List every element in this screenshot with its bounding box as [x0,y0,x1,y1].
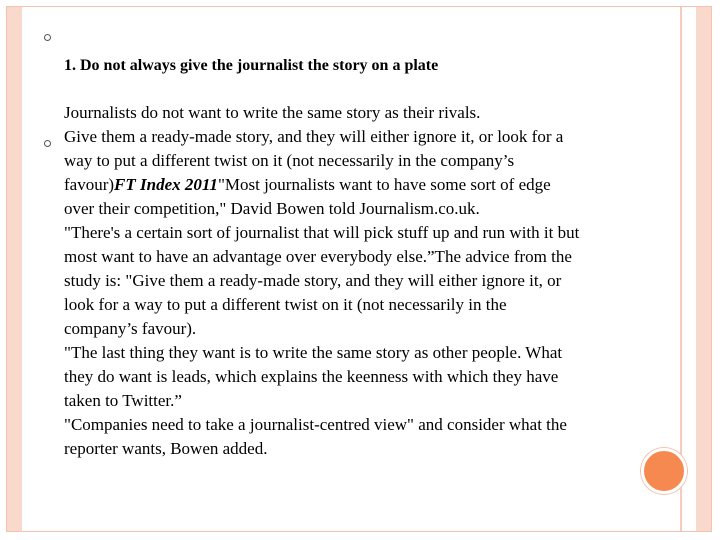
body-line: look for a way to put a different twist on it (not necessarily in the [64,295,507,314]
body-line-with-emphasis [64,173,676,197]
body-line: they do want is leads, which explains the keenness with which they have [64,367,559,386]
body-line: "The last thing they want is to write the same story as other people. What [64,343,563,362]
body-line: company’s favour). [64,319,197,338]
body-line: reporter wants, Bowen added. [64,439,268,458]
bullet-icon [44,140,51,147]
body-line: way to put a different twist on it (not necessarily in the company’s [64,151,515,170]
ft-index-emphasis: FT Index 2011 [114,175,218,194]
body-line: "There's a certain sort of journalist that will pick stuff up and run with it but [64,223,580,242]
bullet-icon [44,34,51,41]
body-line: most want to have an advantage over everybody else.”The advice from the [64,247,572,266]
body-text-fragment: favour) [64,175,115,194]
slide-body [64,101,676,461]
body-text-fragment: "Most journalists want to have some sort of edge [217,175,551,194]
slide-heading: 1. Do not always give the journalist the story on a plate [64,57,439,74]
body-line: "Companies need to take a journalist-centred view" and consider what the [64,415,567,434]
body-line: Journalists do not want to write the same story as their rivals. [64,103,481,122]
body-line: taken to Twitter.” [64,391,182,410]
orange-circle-decoration [641,448,687,494]
body-line: Give them a ready-made story, and they will either ignore it, or look for a [64,127,564,146]
body-line: over their competition," David Bowen told Journalism.co.uk. [64,199,480,218]
body-line: study is: "Give them a ready-made story, and they will either ignore it, or [64,271,562,290]
